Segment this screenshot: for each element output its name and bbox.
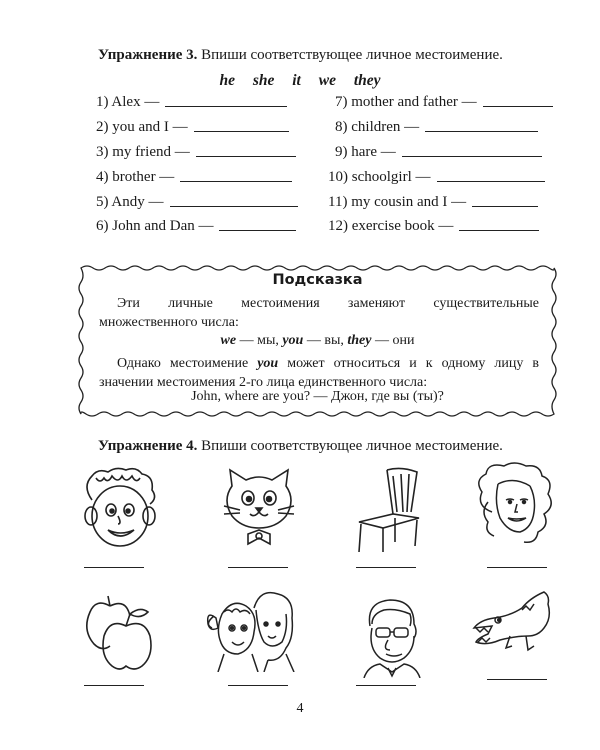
page-number: 4 [296,701,304,716]
crocodile-icon [470,588,560,660]
exercise-4-instruction: Впиши соответствующее личное местоимение. [201,438,503,454]
answer-blank[interactable] [180,180,292,182]
hint-title: Подсказка [272,272,363,288]
answer-blank[interactable] [437,180,545,182]
answer-blank[interactable] [84,684,144,686]
answer-blank[interactable] [196,155,296,157]
answer-blank[interactable] [84,566,144,568]
pronoun-list [0,72,600,90]
hint-paragraph-1: Эти личные местоимения заменяют существительные множественного числа: [99,296,539,330]
pronoun-he: he [219,72,235,89]
exercise-3-item-1: 1) Alex — [96,94,287,111]
pronoun-she: she [252,72,275,89]
man-icon [358,596,424,678]
exercise-3-item-4: 4) brother — [96,169,292,186]
answer-blank[interactable] [165,105,287,107]
pronoun-they: they [353,72,381,89]
answer-blank[interactable] [219,229,296,231]
woman-icon [474,462,556,546]
exercise-3-title [98,47,503,64]
answer-blank[interactable] [356,684,416,686]
exercise-3-item-3: 3) my friend — [96,144,296,161]
cat-icon [220,468,298,552]
boy-icon [78,466,160,552]
answer-blank[interactable] [228,684,288,686]
answer-blank[interactable] [425,130,538,132]
exercise-3-item-12: 12) exercise book — [328,218,539,235]
hint-pronoun-translations: we — мы, you — вы, they — они [220,333,415,348]
hint-example: John, where are you? — Джон, где вы (ты)? [191,389,444,404]
answer-blank[interactable] [402,155,542,157]
answer-blank[interactable] [487,566,547,568]
exercise-3-item-5: 5) Andy — [96,194,298,211]
exercise-3-item-7: 7) mother and father — [335,94,553,111]
exercise-4-label: Упражнение 4. [98,438,198,454]
answer-blank[interactable] [487,678,547,680]
exercise-3-item-2: 2) you and I — [96,119,289,136]
children-icon [202,588,298,672]
exercise-3-item-10: 10) schoolgirl — [328,169,545,186]
answer-blank[interactable] [472,205,538,207]
answer-blank[interactable] [228,566,288,568]
pronoun-we: we [318,72,336,89]
exercise-3-item-11: 11) my cousin and I — [328,194,538,211]
answer-blank[interactable] [483,105,553,107]
answer-blank[interactable] [170,205,298,207]
exercise-3-label: Упражнение 3. [98,47,198,63]
hint-paragraph-2: Однако местоимение you может относиться и к одному лицу в значении местоимения 2-го лица единственного числа: [99,356,539,390]
exercise-3-item-8: 8) children — [335,119,538,136]
answer-blank[interactable] [194,130,289,132]
apples-icon [82,592,158,672]
exercise-3-item-9: 9) hare — [335,144,542,161]
answer-blank[interactable] [459,229,539,231]
answer-blank[interactable] [356,566,416,568]
exercise-3-item-6: 6) John and Dan — [96,218,296,235]
chair-icon [353,466,425,554]
exercise-3-instruction: Впиши соответствующее личное местоимение. [201,47,503,63]
exercise-4-title [98,438,503,455]
pronoun-it: it [292,72,301,89]
hint-box [75,262,560,420]
